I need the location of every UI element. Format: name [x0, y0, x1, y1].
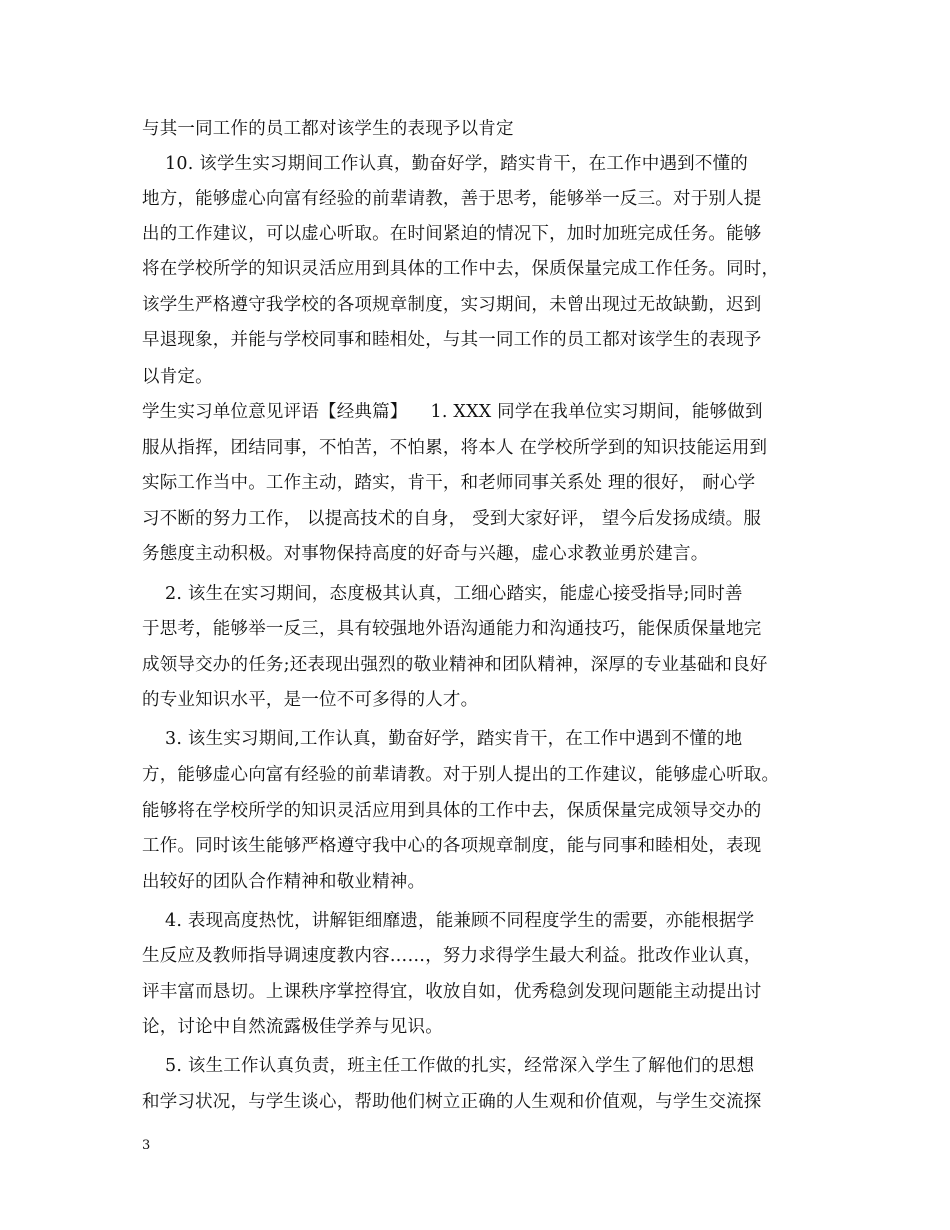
text-line: 将在学校所学的知识灵活应用到具体的工作中去，保质保量完成工作任务。同时， [142, 259, 780, 279]
text-line: 成领导交办的任务;还表现出强烈的敬业精神和团队精神，深厚的专业基础和良好 [142, 655, 768, 675]
page-number: 3 [142, 1138, 151, 1153]
text-line: 地方，能够虚心向富有经验的前辈请教，善于思考，能够举一反三。对于别人提 [142, 189, 762, 209]
text-line: 与其一同工作的员工都对该学生的表现予以肯定 [142, 119, 514, 139]
text-line: 以肯定。 [142, 367, 213, 387]
text-line: 2. 该生在实习期间，态度极其认真，工细心踏实，能虚心接受指导;同时善 [142, 584, 743, 604]
text-line: 4. 表现高度热忱，讲解钜细靡遗，能兼顾不同程度学生的需要，亦能根据学 [142, 911, 755, 931]
text-line: 务態度主动积极。对事物保持高度的好奇与兴趣，虚心求教並勇於建言。 [142, 544, 709, 564]
text-line: 方，能够虚心向富有经验的前辈请教。对于别人提出的工作建议，能够虚心听取。 [142, 765, 780, 785]
text-line: 能够将在学校所学的知识灵活应用到具体的工作中去，保质保量完成领导交办的 [142, 801, 762, 821]
text-line: 习不断的努力工作， 以提高技术的自身， 受到大家好评， 望今后发扬成绩。服 [142, 509, 762, 529]
text-line: 和学习状况，与学生谈心，帮助他们树立正确的人生观和价值观，与学生交流探 [142, 1092, 762, 1112]
text-line: 出较好的团队合作精神和敬业精神。 [142, 872, 426, 892]
text-line: 实际工作当中。工作主动，踏实，肯干，和老师同事关系处 理的很好， 耐心学 [142, 473, 756, 493]
text-line: 早退现象，并能与学校同事和睦相处，与其一同工作的员工都对该学生的表现予 [142, 330, 762, 350]
text-line: 出的工作建议，可以虚心听取。在时间紧迫的情况下，加时加班完成任务。能够 [142, 224, 762, 244]
text-line: 学生实习单位意见评语【经典篇】 1. XXX 同学在我单位实习期间，能够做到 [142, 402, 763, 422]
text-line: 生反应及教师指导调速度教内容……，努力求得学生最大利益。批改作业认真， [142, 946, 762, 966]
text-line: 该学生严格遵守我学校的各项规章制度，实习期间，未曾出现过无故缺勤，迟到 [142, 295, 762, 315]
text-line: 工作。同时该生能够严格遵守我中心的各项规章制度，能与同事和睦相处，表现 [142, 836, 762, 856]
text-line: 3. 该生实习期间,工作认真，勤奋好学，踏实肯干，在工作中遇到不懂的地 [142, 729, 743, 749]
text-line: 论，讨论中自然流露极佳学养与见识。 [142, 1017, 443, 1037]
text-line: 于思考，能够举一反三，具有较强地外语沟通能力和沟通技巧，能保质保量地完 [142, 619, 762, 639]
text-line: 5. 该生工作认真负责，班主任工作做的扎实，经常深入学生了解他们的思想 [142, 1056, 755, 1076]
text-line: 10. 该学生实习期间工作认真，勤奋好学，踏实肯干，在工作中遇到不懂的 [142, 154, 748, 174]
text-line: 服从指挥，团结同事，不怕苦，不怕累，将本人 在学校所学到的知识技能运用到 [142, 438, 768, 458]
text-line: 评丰富而恳切。上课秩序掌控得宜，收放自如，优秀稳剑发现问题能主动提出讨 [142, 982, 762, 1002]
text-line: 的专业知识水平，是一位不可多得的人才。 [142, 690, 479, 710]
